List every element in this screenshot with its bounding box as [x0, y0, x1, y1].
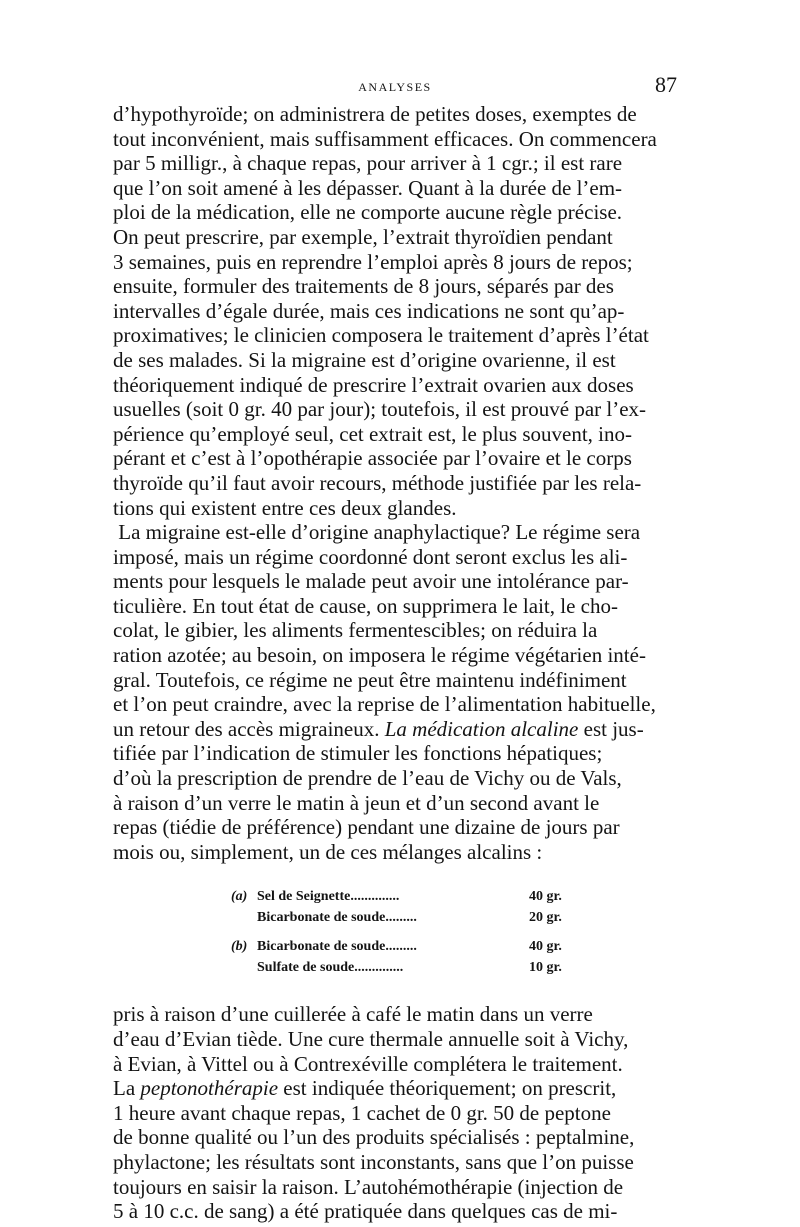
text-line: 1 heure avant chaque repas, 1 cachet de 0 gr. 50 de peptone [113, 1100, 611, 1125]
text-line: intervalles d’égale durée, mais ces indications ne sont qu’ap- [113, 298, 625, 323]
formula-a [113, 886, 677, 928]
text-line: ticulière. En tout état de cause, on supprimera le lait, le cho- [113, 593, 618, 618]
text-line: colat, le gibier, les aliments fermentescibles; on réduira la [113, 618, 598, 643]
running-title: ANALYSES [358, 80, 432, 94]
text-line: tifiée par l’indication de stimuler les fonctions hépatiques; [113, 741, 603, 766]
text-line: 3 semaines, puis en reprendre l’emploi après 8 jours de repos; [113, 249, 633, 274]
text-line: à raison d’un verre le matin à jeun et d’un second avant le [113, 790, 600, 815]
text-line: ploi de la médication, elle ne comporte aucune règle précise. [113, 200, 623, 225]
ingredient-name: Sel de Seignette.............. [257, 889, 400, 905]
text-line: repas (tiédie de préférence) pendant une dizaine de jours par [113, 815, 620, 840]
formula-label: (a) [231, 889, 248, 905]
text-line: théoriquement indiqué de prescrire l’extrait ovarien aux doses [113, 372, 634, 397]
text-line: d’où la prescription de prendre de l’eau de Vichy ou de Vals, [113, 766, 622, 791]
text-line: thyroïde qu’il faut avoir recours, méthode justifiée par les rela- [113, 470, 642, 495]
formula-line [231, 936, 703, 957]
text-line: d’hypothyroïde; on administrera de petites doses, exemptes de [113, 102, 637, 126]
text-line: gral. Toutefois, ce régime ne peut être maintenu indéfiniment [113, 667, 627, 692]
formula-line [231, 886, 703, 907]
italic-term-alkaline: La médication alcaline [384, 716, 579, 741]
text-fragment: est indiquée théoriquement; on prescrit, [278, 1076, 617, 1101]
formula-line [231, 957, 703, 978]
text-line: que l’on soit amené à les dépasser. Quant à la durée de l’em- [113, 175, 623, 200]
text-fragment: La [113, 1076, 141, 1101]
ingredient-quantity: 10 gr. [529, 960, 562, 976]
ingredient-name: Sulfate de soude.............. [257, 960, 404, 976]
text-line: un retour des accès migraineux. [113, 716, 380, 741]
text-line: mois ou, simplement, un de ces mélanges alcalins : [113, 839, 543, 864]
italic-term-peptonotherapy: peptonothérapie [140, 1076, 279, 1101]
text-line: et l’on peut craindre, avec la reprise de l’alimentation habituelle, [113, 692, 656, 717]
paragraph-treatment [113, 1002, 677, 1223]
paragraph-hypothyroid [113, 102, 677, 520]
book-page [113, 72, 677, 1224]
text-line: pérant et c’est à l’opothérapie associée par l’ovaire et le corps [113, 446, 632, 471]
ingredient-quantity: 40 gr. [529, 939, 562, 955]
text-line: La migraine est-elle d’origine anaphylactique? Le régime sera [118, 520, 641, 545]
text-line: à Evian, à Vittel ou à Contrexéville complétera le traitement. [113, 1051, 623, 1076]
text-fragment: est jus- [578, 716, 644, 741]
alkaline-formulas [113, 886, 677, 978]
text-line: par 5 milligr., à chaque repas, pour arriver à 1 cgr.; il est rare [113, 151, 623, 176]
ingredient-quantity: 40 gr. [529, 889, 562, 905]
text-line: ments pour lesquels le malade peut avoir une intolérance par- [113, 569, 629, 594]
formula-label: (b) [231, 939, 248, 955]
text-line: pris à raison d’une cuillerée à café le matin dans un verre [113, 1002, 593, 1027]
text-line: On peut prescrire, par exemple, l’extrait thyroïdien pendant [113, 224, 613, 249]
text-line: d’eau d’Evian tiède. Une cure thermale annuelle soit à Vichy, [113, 1027, 629, 1051]
text-line: imposé, mais un régime coordonné dont seront exclus les ali- [113, 544, 628, 569]
text-line: tout inconvénient, mais suffisamment efficaces. On commencera [113, 126, 657, 151]
ingredient-name: Bicarbonate de soude......... [257, 910, 417, 926]
paragraph-anaphylaxis [113, 520, 677, 864]
text-line: phylactone; les résultats sont inconstants, sans que l’on puisse [113, 1149, 634, 1174]
text-line: 5 à 10 c.c. de sang) a été pratiquée dans quelques cas de mi- [113, 1199, 618, 1224]
text-line: périence qu’employé seul, cet extrait est, le plus souvent, ino- [113, 421, 633, 446]
ingredient-quantity: 20 gr. [529, 910, 562, 926]
text-line: usuelles (soit 0 gr. 40 par jour); toutefois, il est prouvé par l’ex- [113, 397, 647, 422]
formula-b [113, 936, 677, 978]
running-head [113, 72, 677, 102]
text-line: toujours en saisir la raison. L’autohémothérapie (injection de [113, 1174, 624, 1199]
text-line: de ses malades. Si la migraine est d’origine ovarienne, il est [113, 347, 616, 372]
text-line: proximatives; le clinicien composera le traitement d’après l’état [113, 323, 649, 348]
text-line: ensuite, formuler des traitements de 8 jours, séparés par des [113, 274, 614, 299]
text-line: de bonne qualité ou l’un des produits spécialisés : peptalmine, [113, 1125, 635, 1150]
ingredient-name: Bicarbonate de soude......... [257, 939, 417, 955]
text-line: tions qui existent entre ces deux glandes. [113, 495, 457, 520]
text-line: ration azotée; au besoin, on imposera le régime végétarien inté- [113, 643, 646, 668]
page-number: 87 [655, 72, 677, 97]
formula-line [231, 907, 703, 928]
